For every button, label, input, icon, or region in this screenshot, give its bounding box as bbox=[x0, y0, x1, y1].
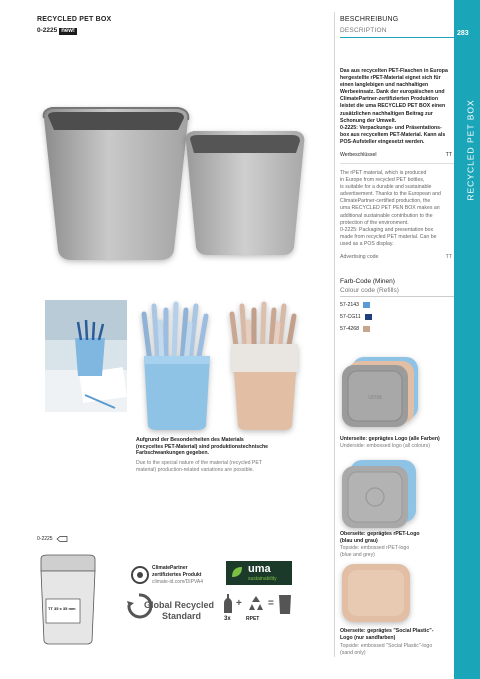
description-de-line: Das aus recycelten PET-Flaschen in Europa bbox=[340, 68, 448, 74]
color-code-label: 57-2143 bbox=[340, 302, 360, 308]
description-heading-en: DESCRIPTION bbox=[340, 27, 387, 34]
grey-box-large-image bbox=[38, 100, 193, 262]
color-code-rule bbox=[340, 296, 454, 297]
description-de-line: einen langlebigen und nachhaltigen bbox=[340, 82, 429, 89]
material-note-de-line: Farbschwankungen gegeben. bbox=[136, 450, 209, 457]
color-code-label: 57-CG11 bbox=[340, 314, 361, 320]
climatepartner-logo-icon bbox=[130, 565, 150, 585]
description-de-line: 0-2225: Verpackungs- und Präsentations- bbox=[340, 124, 442, 131]
description-en-line: ClimatePartner-certified production, the bbox=[340, 198, 431, 205]
description-de bbox=[340, 68, 452, 146]
desk-lifestyle-photo bbox=[45, 300, 127, 412]
lid-caption-1-de bbox=[340, 436, 440, 443]
climatepartner-line2: zertifiziertes Produkt bbox=[152, 572, 202, 578]
material-note-en-line: Due to the special nature of the material (recycled PET bbox=[136, 460, 263, 466]
lid-caption-2-en bbox=[340, 545, 409, 558]
lid-caption-3-en bbox=[340, 643, 432, 656]
color-code-item bbox=[340, 326, 370, 332]
grs-line1: Global Recycled bbox=[144, 600, 215, 610]
lid-caption-de-line: Oberseite: geprägtes rPET-Logo bbox=[340, 531, 420, 537]
material-note-de-line: (recyceltes PET-Material) sind produktionstechnische bbox=[136, 443, 269, 450]
heading-rule bbox=[340, 37, 454, 38]
description-en-line: made from recycled PET material. Can be bbox=[340, 233, 437, 240]
grs-line2: Standard bbox=[162, 611, 202, 621]
material-note-de-line: Aufgrund der Besonderheiten des Materials bbox=[136, 437, 244, 443]
description-en-line: protection of the environment. bbox=[340, 219, 409, 226]
sidebar-label-text: RECYCLED PET BOX bbox=[465, 99, 476, 201]
lid-caption-en-line: (sand only) bbox=[340, 649, 366, 656]
uma-sustainability-logo bbox=[226, 561, 292, 585]
box-icon bbox=[278, 593, 292, 615]
advertising-code-de bbox=[340, 152, 452, 158]
lid-caption-3-de bbox=[340, 628, 433, 641]
product-code-number: 0-2225 bbox=[37, 27, 58, 34]
lid-caption-en-line: Topside: embossed "Social Plastic"-logo bbox=[340, 643, 433, 649]
description-en-line: additional sustainable contribution to the bbox=[340, 212, 433, 219]
color-swatch bbox=[363, 326, 370, 332]
print-area-diagram bbox=[37, 553, 99, 646]
description-heading-de: BESCHREIBUNG bbox=[340, 16, 399, 23]
lid-sand-social-plastic-image bbox=[340, 562, 412, 624]
grey-box-small-image bbox=[182, 127, 308, 259]
new-badge: new! bbox=[61, 28, 75, 34]
lid-caption-2-de bbox=[340, 531, 420, 544]
description-en-line: in Europe from recycled PET bottles, bbox=[340, 177, 425, 184]
color-code-label: 57-4268 bbox=[340, 326, 360, 332]
lid-caption-en-line: Underside: embossed logo (all colours) bbox=[340, 443, 430, 449]
material-note-en bbox=[136, 460, 262, 473]
material-note-en-line: material) production-related variations are possible. bbox=[136, 466, 254, 473]
color-code-title-de: Farb-Code (Minen) bbox=[340, 278, 395, 285]
description-en-line: 0-2225: Packaging and presentation box bbox=[340, 226, 434, 233]
lid-caption-de-line: Oberseite: geprägtes "Social Plastic"- bbox=[340, 628, 434, 634]
advertising-code-label-en: Advertising code bbox=[340, 254, 379, 260]
description-de-line: Schonung der Umwelt. bbox=[340, 117, 397, 124]
advertising-code-value-de: TT bbox=[445, 152, 452, 158]
lid-caption-de-line: Unterseite: geprägtes Logo (alle Farben) bbox=[340, 436, 440, 442]
recycle-icon bbox=[246, 594, 266, 614]
equals-sign: = bbox=[268, 598, 274, 609]
lid-caption-en-line: (blue and grey) bbox=[340, 551, 375, 558]
description-de-line: hergestellte rPET-Material eignet sich für bbox=[340, 75, 441, 82]
color-code-item bbox=[340, 314, 372, 320]
description-de-line: zusätzlichen nachhaltigen Beitrag zur bbox=[340, 110, 433, 117]
description-de-line: POS-Aufsteller eingesetzt werden. bbox=[340, 138, 425, 145]
plus-sign: + bbox=[236, 598, 242, 609]
lid-caption-en-line: Topside: embossed rPET-logo bbox=[340, 545, 410, 551]
description-de-line: Werbeeinsatz. Dank der europäischen und bbox=[340, 89, 445, 96]
rpet-label: RPET bbox=[246, 616, 260, 622]
color-code-item bbox=[340, 302, 370, 308]
leaf-icon bbox=[230, 565, 244, 579]
description-separator bbox=[340, 163, 454, 164]
color-swatch bbox=[363, 302, 370, 308]
product-title: RECYCLED PET BOX bbox=[37, 16, 112, 23]
uma-brand-text: uma bbox=[248, 563, 271, 575]
description-en-line: is suitable for a durable and sustainable bbox=[340, 184, 432, 191]
lid-caption-1-en bbox=[340, 443, 430, 450]
climatepartner-line3: climate-id.com/DIPVA4 bbox=[152, 579, 204, 585]
column-divider bbox=[334, 12, 335, 657]
page-number: 283 bbox=[457, 30, 469, 37]
lid-caption-de-line: (blau und grau) bbox=[340, 537, 378, 544]
print-area-code-text: 0-2225 bbox=[37, 536, 53, 542]
advertising-code-en bbox=[340, 254, 452, 260]
sand-box-with-pens-image bbox=[226, 300, 304, 432]
print-area-code bbox=[37, 536, 68, 542]
advertising-code-value-en: TT bbox=[445, 254, 452, 260]
uma-sustainability-text: sustainability bbox=[248, 576, 277, 582]
description-de-line: leistet die uma RECYCLED PET BOX einen bbox=[340, 103, 446, 110]
description-en bbox=[340, 170, 452, 248]
description-en-line: uma RECYCLED PET PEN BOX makes an bbox=[340, 205, 440, 212]
material-note-de bbox=[136, 437, 268, 457]
svg-text:uma: uma bbox=[368, 394, 382, 401]
advertising-code-label-de: Werbeschlüssel bbox=[340, 152, 377, 158]
description-de-line: ClimatePartner-zertifizierten Produktion bbox=[340, 96, 439, 103]
color-code-title-en: Colour code (Refills) bbox=[340, 287, 399, 294]
color-swatch bbox=[365, 314, 372, 320]
description-de-line: box aus recyceltem PET-Material. Kann als bbox=[340, 131, 446, 138]
bottle-icon bbox=[224, 594, 232, 614]
print-area-label: TT 35 x 35 mm bbox=[48, 606, 76, 611]
lid-caption-de-line: Logo (nur sandfarben) bbox=[340, 634, 396, 641]
lid-stack-underside-image bbox=[340, 355, 420, 430]
bottle-count: 3x bbox=[224, 616, 231, 622]
imprint-position-icon bbox=[56, 536, 68, 542]
description-en-line: The rPET material, which is produced bbox=[340, 170, 427, 176]
product-code bbox=[37, 27, 77, 35]
blue-box-with-pens-image bbox=[138, 300, 216, 432]
lid-stack-rpet-image bbox=[340, 458, 420, 530]
description-en-line: used as a POS display. bbox=[340, 240, 394, 247]
description-en-line: advertisement. Thanks to the European and bbox=[340, 191, 441, 198]
climatepartner-line1: ClimatePartner bbox=[152, 565, 188, 571]
